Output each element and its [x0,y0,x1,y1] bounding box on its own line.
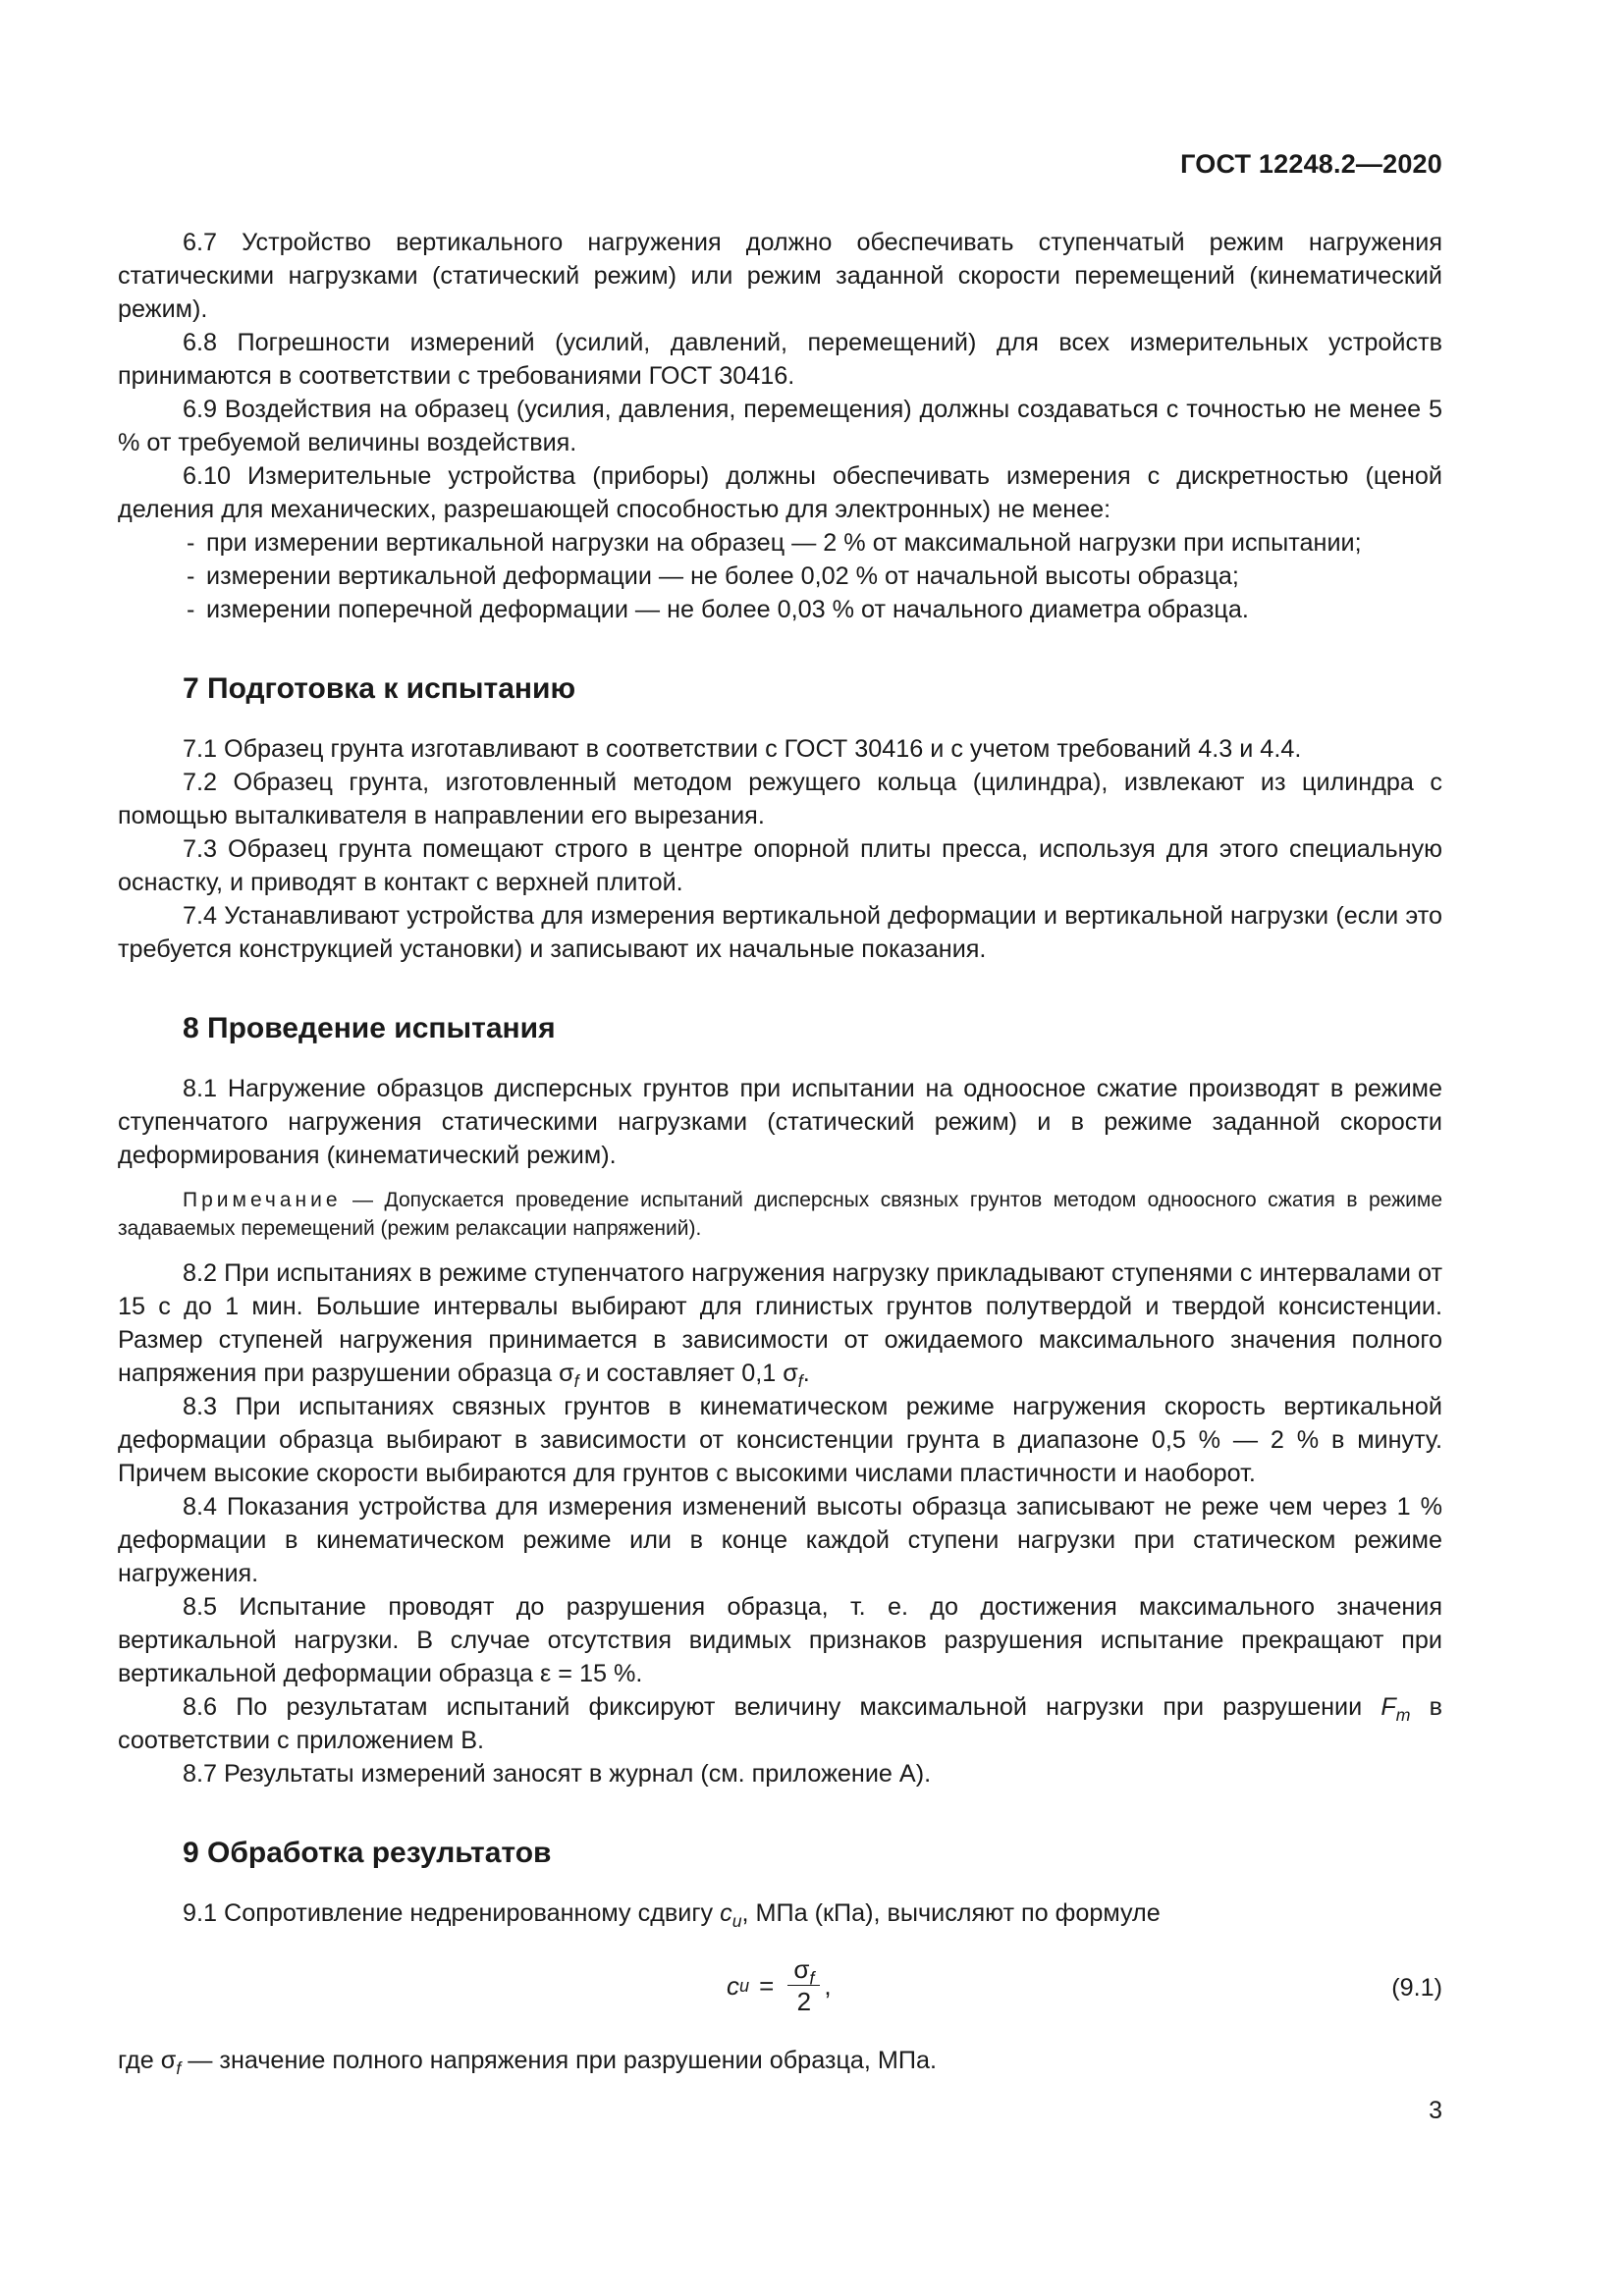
paragraph-7-3: 7.3 Образец грунта помещают строго в центре опорной плиты пресса, используя для этого специальную оснастку, и приводят в контакт с верхней плитой. [118,835,1442,896]
section-8-heading: 8 Проведение испытания [183,1012,556,1044]
paragraph-8-6: 8.6 По результатам испытаний фиксируют величину максимальной нагрузки при разрушении $F_m$ в соответствии с приложением В. [118,1693,1442,1754]
note-text: — Допускается проведение испытаний дисперсных связных грунтов методом одноосного сжатия в режиме задаваемых перемещений (режим релаксации напряжений). [118,1189,1442,1240]
paragraph-6-7: 6.7 Устройство вертикального нагружения должно обеспечивать ступенчатый режим нагружения статическими нагрузками (статический режим) или режим заданной скорости перемещений (кинематический режим). [118,229,1442,323]
formula-expression: c u = $\frac{\sigma_f}{2}$ , [727,1954,832,2016]
paragraph-8-5: 8.5 Испытание проводят до разрушения образца, т. е. до достижения максимального значения вертикальной нагрузки. В случае отсутствия видимых признаков разрушения испытание прекращают при вертикальной деформации образца ε = 15 %. [118,1593,1442,1687]
list-item: - измерении вертикальной деформации — не более 0,02 % от начальной высоты образца; [187,560,1442,593]
list-item: - при измерении вертикальной нагрузки на образец — 2 % от максимальной нагрузки при испытании; [187,526,1442,560]
page-number: 3 [1429,2097,1442,2124]
formula-where-clause: где $\sigma_f$ — значение полного напряжения при разрушении образца, МПа. [118,2047,937,2079]
note [118,1186,1442,1243]
paragraph-8-3: 8.3 При испытаниях связных грунтов в кинематическом режиме нагружения скорость вертикальной деформации образца выбирают в зависимости от консистенции грунта в диапазоне 0,5 % — 2 % в минуту. Причем высокие скорости выбираются для грунтов с высокими числами пластичности и наоборот. [118,1393,1442,1487]
measurement-list [118,526,1442,626]
fraction-numerator: $\sigma_f$ [787,1953,820,1986]
paragraph-7-4: 7.4 Устанавливают устройства для измерения вертикальной деформации и вертикальной нагрузки (если это требуется конструкцией установки) и записывают их начальные показания. [118,902,1442,963]
paragraph-6-10: 6.10 Измерительные устройства (приборы) должны обеспечивать измерения с дискретностью (ценой деления для механических, разрешающей способностью для электронных) не менее: [118,462,1442,523]
paragraph-7-1: 7.1 Образец грунта изготавливают в соответствии с ГОСТ 30416 и с учетом требований 4.3 и 4.4. [183,735,1302,763]
list-item: - измерении поперечной деформации — не более 0,03 % от начального диаметра образца. [187,593,1442,626]
fraction-denominator: 2 [796,1987,812,2016]
paragraph-6-8: 6.8 Погрешности измерений (усилий, давлений, перемещений) для всех измерительных устройств принимаются в соответствии с требованиями ГОСТ 30416. [118,329,1442,390]
standard-header: ГОСТ 12248.2—2020 [1180,149,1442,179]
paragraph-8-4: 8.4 Показания устройства для измерения изменений высоты образца записывают не реже чем через 1 % деформации в кинематическом режиме или в конце каждой ступени нагрузки при статическом режиме нагружения. [118,1493,1442,1587]
note-label: Примечание [183,1189,342,1211]
paragraph-8-7: 8.7 Результаты измерений заносят в журнал (см. приложение А). [183,1760,932,1788]
section-9-heading: 9 Обработка результатов [183,1837,552,1869]
paragraph-8-1: 8.1 Нагружение образцов дисперсных грунтов при испытании на одноосное сжатие производят в режиме ступенчатого нагружения статическими нагрузками (статический режим) и в режиме заданной скорости деформирования (кинематический режим). [118,1075,1442,1169]
paragraph-8-2: 8.2 При испытаниях в режиме ступенчатого нагружения нагрузку прикладывают ступенями с интервалами от 15 с до 1 мин. Большие интервалы выбирают для глинистых грунтов полутвердой и твердой консистенции. Размер ступеней нагружения принимается в зависимости от ожидаемого максимального значения полного напряжения при разрушении образца $\sigma_f$ и составляет 0,1 $\sigma_f$. [118,1259,1442,1392]
paragraph-6-9: 6.9 Воздействия на образец (усилия, давления, перемещения) должны создаваться с точностью не менее 5 % от требуемой величины воздействия. [118,396,1442,456]
formula-9-1 [118,1944,1442,2032]
formula-number: (9.1) [1391,1974,1442,2002]
paragraph-7-2: 7.2 Образец грунта, изготовленный методом режущего кольца (цилиндра), извлекают из цилиндра с помощью выталкивателя в направлении его вырезания. [118,769,1442,829]
paragraph-9-1: 9.1 Сопротивление недренированному сдвигу $c_u$, МПа (кПа), вычисляют по формуле [183,1899,1161,1932]
page-content [118,226,1442,2077]
fraction [787,1953,820,2017]
section-7-heading: 7 Подготовка к испытанию [183,672,576,705]
